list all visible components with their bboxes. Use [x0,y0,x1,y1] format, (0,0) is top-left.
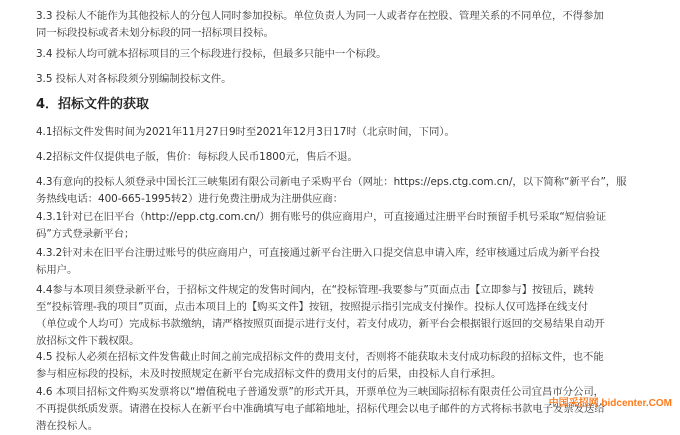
paragraph-4-5 [36,349,668,383]
text-line: 4.6 本项目招标文件购买发票将以“增值税电子普通发票”的形式开具，开票单位为三峡国际招标有限责任公司宜昌市分公司， [36,386,605,398]
paragraph-4-2 [36,149,668,166]
text-line: 4.3.1针对已在旧平台（http://epp.ctg.com.cn/）拥有账号的供应商用户，可直接通过注册平台时预留手机号采取“短信验证 [36,211,607,223]
paragraph-4-6 [36,384,668,435]
text-line: 码”方式登录新平台； [36,228,135,240]
paragraph-3-5 [36,71,668,88]
paragraph-4-3 [36,174,668,208]
paragraph-4-3-1 [36,209,668,243]
text-line: 4.2招标文件仅提供电子版，售价：每标段人民币1800元，售后不退。 [36,151,358,163]
text-line: （单位或个人均可）完成标书款缴纳，请严格按照页面提示进行支付，若支付成功，新平台会根据银行返回的交易结果自动开 [36,318,605,330]
text-line: 务热线电话：400-665-1995转2）进行免费注册成为注册供应商： [36,193,344,205]
paragraph-3-4 [36,46,668,63]
text-line: 4.1招标文件发售时间为2021年11月27日9时至2021年12月3日17时（北京时间，下同）。 [36,126,455,138]
text-line: 放招标文件下载权限。 [36,335,140,347]
text-line: 潜在投标人。 [36,420,99,432]
paragraph-4-1 [36,124,668,141]
text-line: 4.3有意向的投标人须登录中国长江三峡集团有限公司新电子采购平台（网址：https://eps.ctg.com.cn/，以下简称“新平台”，服 [36,176,627,188]
text-line: 4.4参与本项目须登录新平台，于招标文件规定的发售时间内，在“投标管理-我要参与”页面点击【立即参与】按钮后，跳转 [36,284,595,296]
text-line: 3.5 投标人对各标段须分别编制投标文件。 [36,73,232,85]
paragraph-4-4 [36,282,668,350]
text-line: 4.3.2针对未在旧平台注册过账号的供应商用户，可直接通过新平台注册入口提交信息申请入库，经审核通过后成为新平台投 [36,247,600,259]
text-line: 4.5 投标人必须在招标文件发售截止时间之前完成招标文件的费用支付，否则将不能获取未支付成功标段的招标文件，也不能 [36,351,604,363]
text-line: 标用户。 [36,264,78,276]
text-line: 3.3 投标人不能作为其他投标人的分包人同时参加投标。单位负责人为同一人或者存在控股、管理关系的不同单位，不得参加 [36,10,604,22]
text-line: 参与相应标段的投标，未及时按照规定在新平台完成招标文件的费用支付的后果，由投标人自行承担。 [36,368,502,380]
text-line: 至“投标管理-我的项目”页面，点击本项目上的【购买文件】按钮，按照提示指引完成支付操作。投标人仅可选择在线支付 [36,301,589,313]
paragraph-4-3-2 [36,245,668,279]
text-line: 3.4 投标人均可就本招标项目的三个标段进行投标，但最多只能中一个标段。 [36,48,387,60]
watermark-logo: 中国采招网 bidcenter.COM [548,398,672,409]
text-line: 同一标段投标或者未划分标段的同一招标项目投标。 [36,27,274,39]
section-heading: 4．招标文件的获取 [36,97,150,112]
text-line: 不再提供纸质发票。请潜在投标人在新平台中准确填写电子邮箱地址，招标代理会以电子邮件的方式将标书款电子发票发送给 [36,403,605,415]
paragraph-3-3 [36,8,668,42]
